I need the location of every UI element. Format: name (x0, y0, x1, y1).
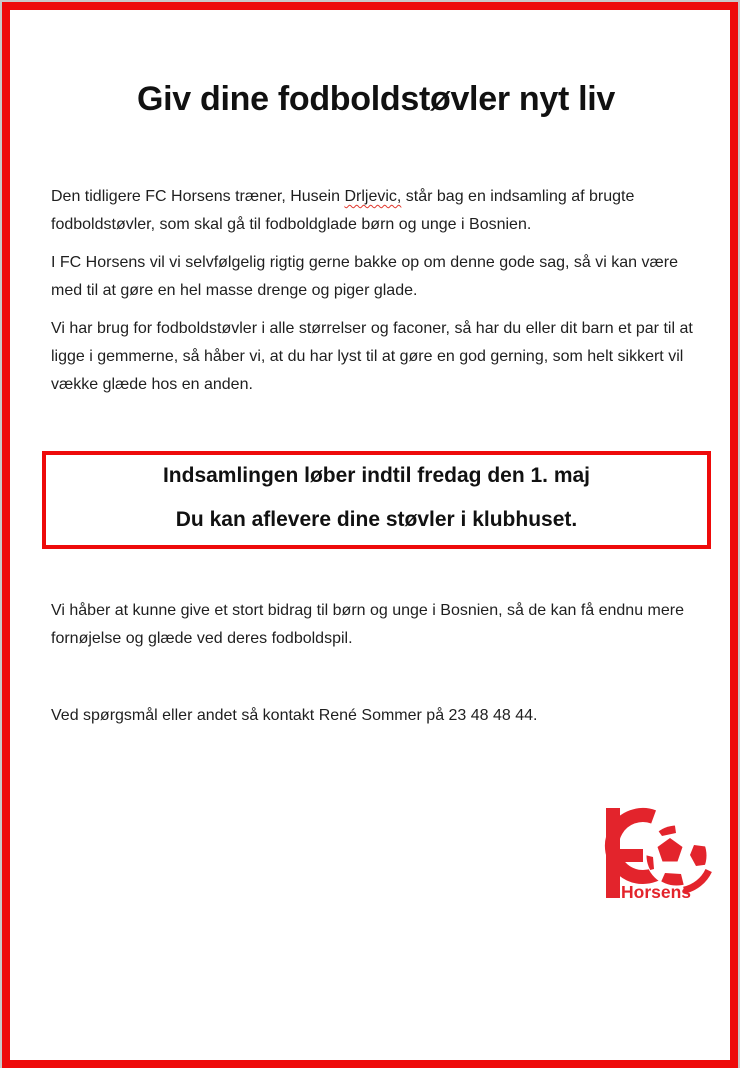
logo-f-stem (606, 808, 620, 898)
logo-f-bar (618, 849, 643, 862)
document-title: Giv dine fodboldstøvler nyt liv (136, 80, 616, 118)
intro-after-name: står bag en indsamling af brugte fodboldstøvler, som skal gå til fodboldglade børn og unge i Bosnien. (51, 188, 635, 233)
flyer-content (10, 80, 730, 730)
intro-before-name: Den tidligere FC Horsens træner, Husein (51, 188, 345, 205)
misspelled-name: Drljevic, (344, 188, 402, 205)
delivery-line: Du kan aflevere dine støvler i klubhuset. (175, 508, 578, 531)
fc-horsens-logo (596, 795, 716, 915)
deadline-box (42, 451, 711, 549)
hope-paragraph: Vi håber at kunne give et stort bidrag til børn og unge i Bosnien, så de kan få endnu mere fornøjelse og glæde ved deres fodboldspil. (51, 602, 684, 647)
flyer-page (2, 2, 738, 1068)
request-paragraph: Vi har brug for fodboldstøvler i alle størrelser og faconer, så har du eller dit barn et par til at ligge i gemmerne, så håber vi, at du har lyst til at gøre en god gerning, som helt sikkert vil vække glæde hos en anden. (51, 320, 693, 393)
contact-paragraph: Ved spørgsmål eller andet så kontakt René Sommer på 23 48 48 44. (51, 707, 538, 724)
intro-paragraph (51, 183, 701, 239)
support-paragraph: I FC Horsens vil vi selvfølgelig rigtig gerne bakke op om denne gode sag, så vi kan være med til at gøre en hel masse drenge og piger glade. (51, 254, 678, 299)
club-name-label: Horsens (621, 882, 692, 902)
deadline-line: Indsamlingen løber indtil fredag den 1. maj (162, 464, 591, 487)
